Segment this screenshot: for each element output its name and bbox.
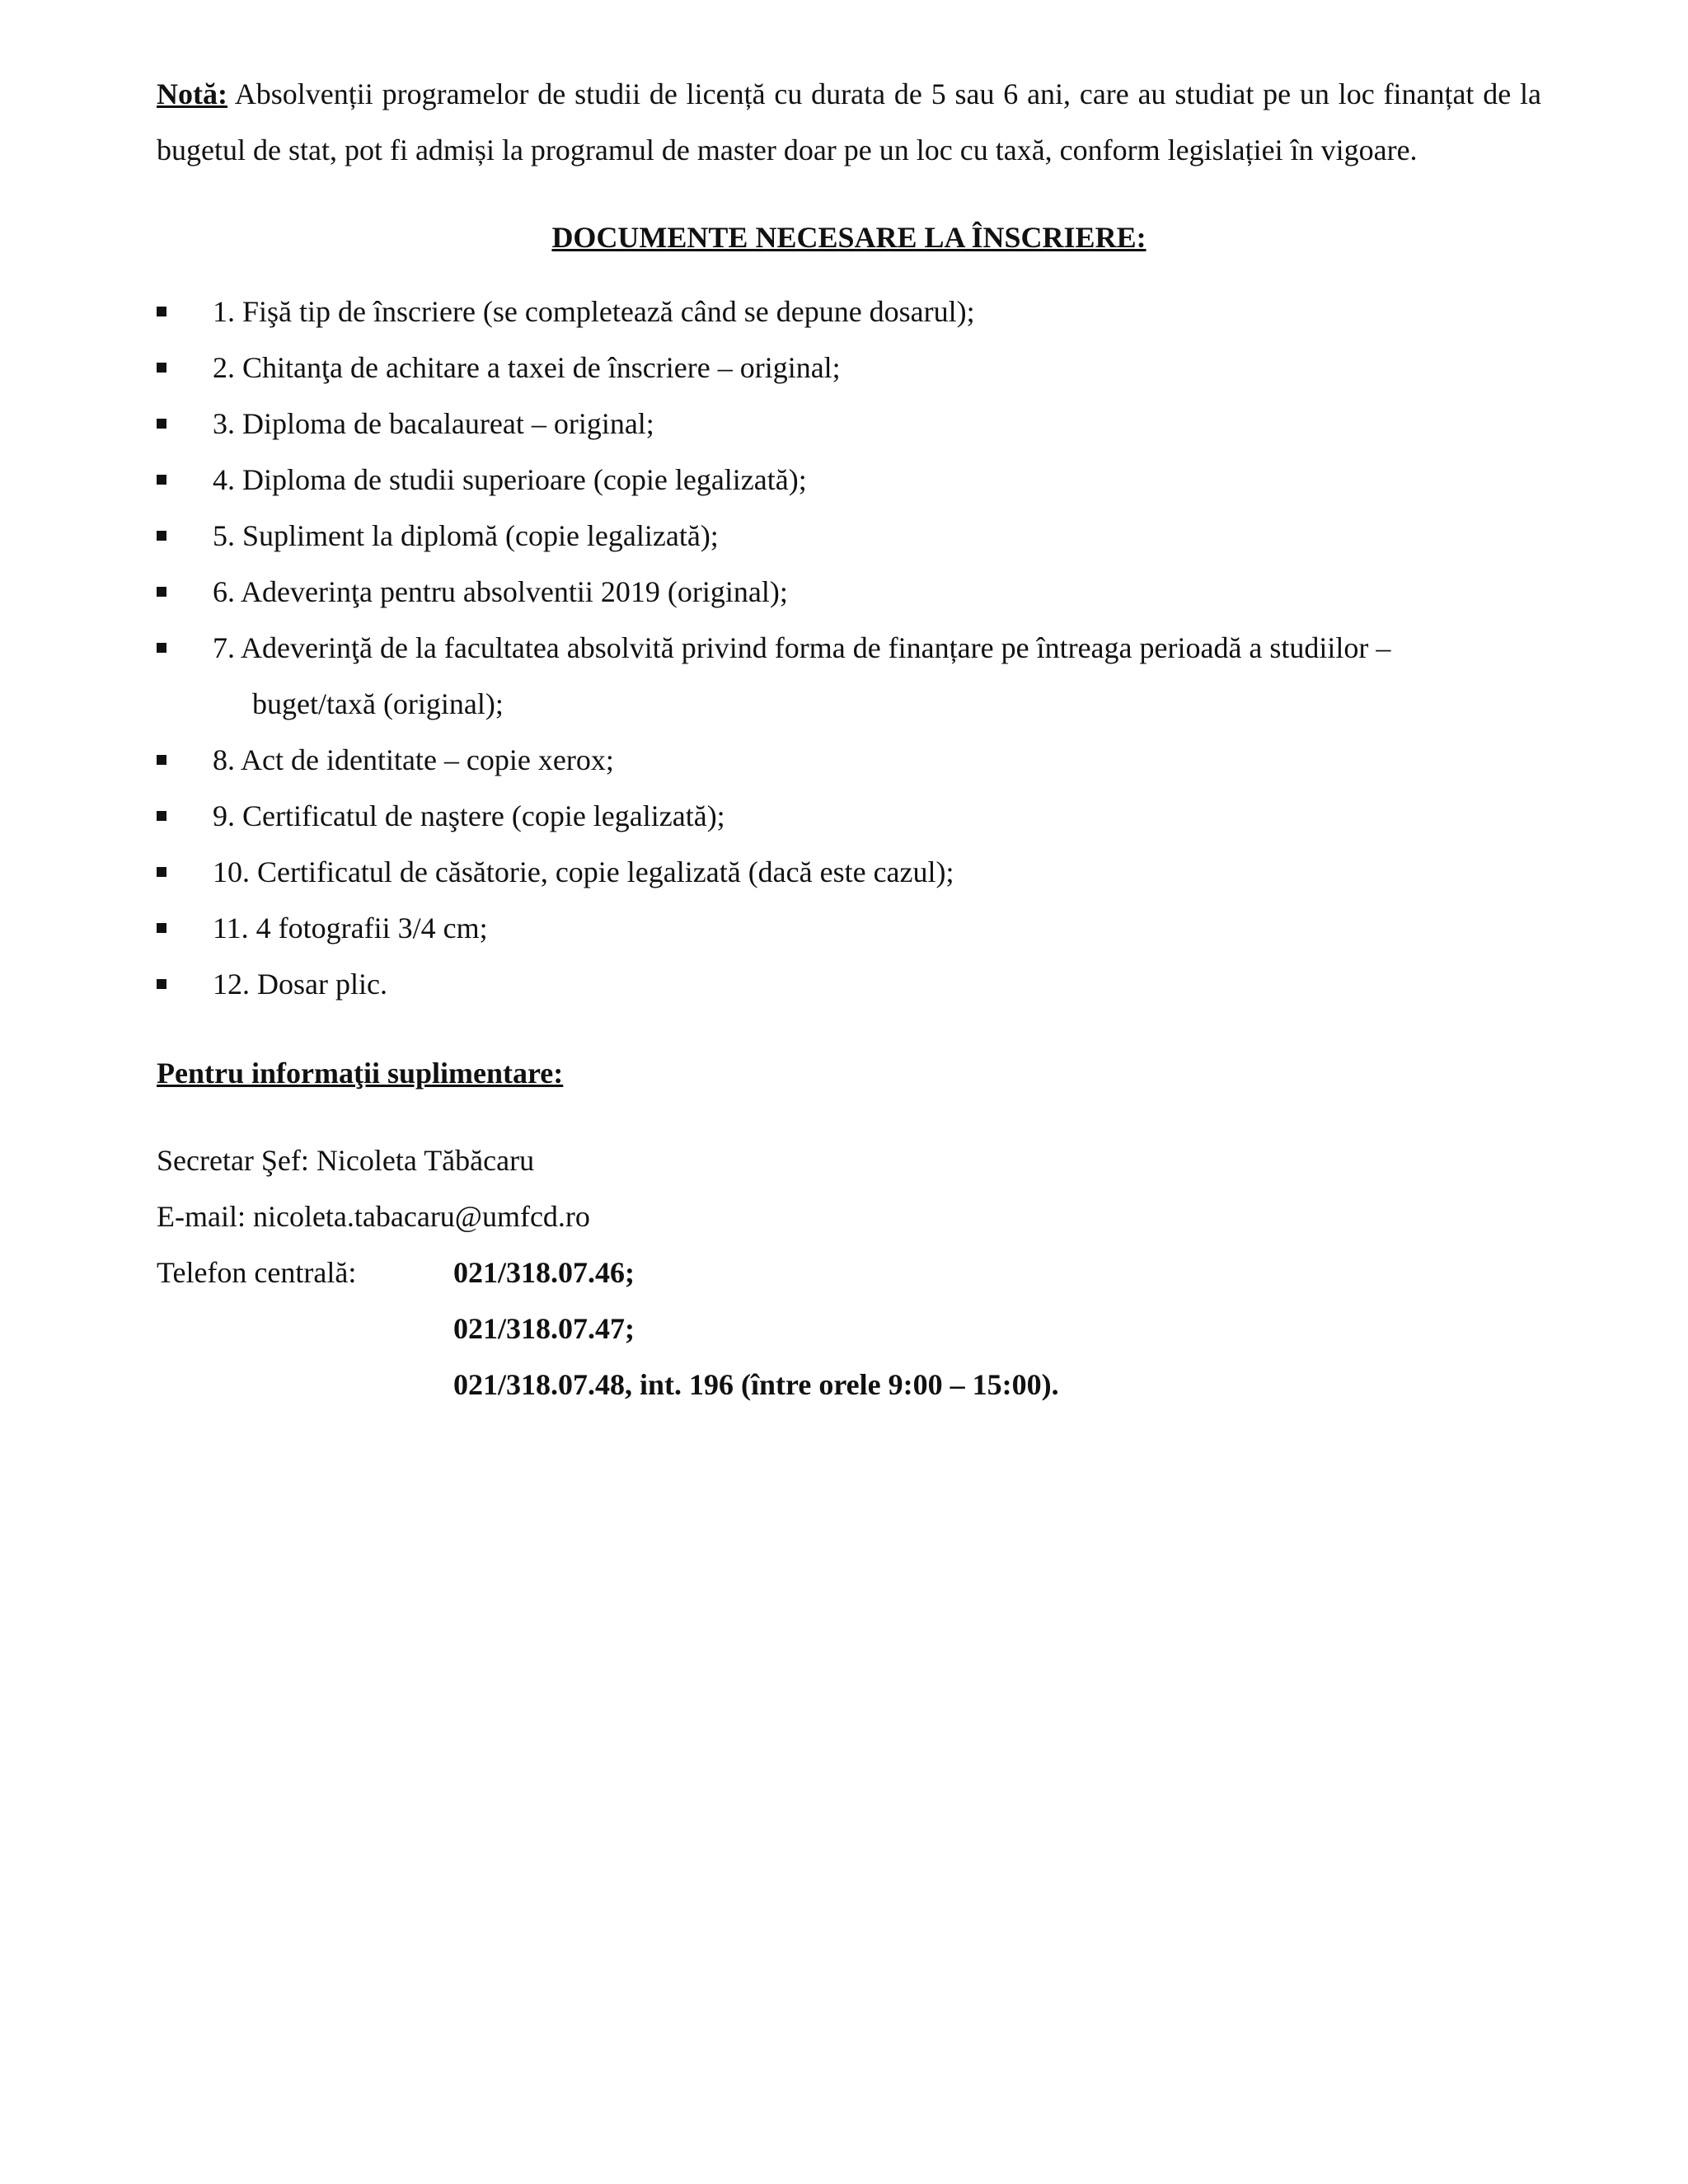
bullet-icon [157,755,166,765]
list-item [157,508,1541,564]
list-item-text: 6. Adeverinţa pentru absolventii 2019 (original); [213,575,788,608]
bullet-icon [157,307,166,316]
list-item-text: 7. Adeverinţă de la facultatea absolvită privind forma de finanțare pe întreaga perioadă a studiilor – [213,631,1391,664]
list-item-continuation: buget/taxă (original); [252,687,504,720]
bullet-icon [157,867,166,877]
list-item-text: 1. Fişă tip de înscriere (se completează când se depune dosarul); [213,295,975,328]
list-item-text: 8. Act de identitate – copie xerox; [213,743,614,776]
phone-row [157,1244,1541,1301]
bullet-icon [157,643,166,653]
list-item [157,284,1541,340]
list-item [157,956,1541,1012]
note-text: Absolvenții programelor de studii de licență cu durata de 5 sau 6 ani, care au studiat pe un loc finanțat de la bugetul de stat, pot fi admiși la programul de master doar pe un loc cu taxă, conform legislației în vigoare. [157,77,1541,166]
list-item [157,788,1541,844]
list-item-text: 3. Diploma de bacalaureat – original; [213,407,654,440]
documents-list [157,284,1541,1012]
list-item-text: 2. Chitanţa de achitare a taxei de înscriere – original; [213,351,841,384]
bullet-icon [157,531,166,541]
list-item [157,620,1541,732]
secretary-line: Secretar Şef: Nicoleta Tăbăcaru [157,1144,535,1177]
bullet-icon [157,811,166,821]
list-item-text: 5. Supliment la diplomă (copie legalizată); [213,519,719,552]
list-item-text: 11. 4 fotografii 3/4 cm; [213,912,488,944]
documents-title: DOCUMENTE NECESARE LA ÎNSCRIERE: [551,221,1146,254]
phone-row [157,1301,1541,1357]
list-item [157,452,1541,508]
list-item [157,564,1541,620]
note-label: Notă: [157,77,227,110]
list-item [157,340,1541,396]
bullet-icon [157,923,166,933]
list-item [157,844,1541,900]
phone-row [157,1357,1541,1413]
email-line: E-mail: nicoleta.tabacaru@umfcd.ro [157,1200,590,1233]
phone-number: 021/318.07.47; [453,1312,635,1345]
phone-label-spacer [157,1301,453,1357]
phone-number: 021/318.07.46; [453,1256,635,1289]
bullet-icon [157,419,166,429]
document-page [157,66,1541,1413]
phone-label-spacer [157,1357,453,1413]
info-title: Pentru informaţii suplimentare: [157,1057,564,1090]
list-item [157,396,1541,452]
note-paragraph [157,66,1541,178]
list-item-text: 10. Certificatul de căsătorie, copie legalizată (dacă este cazul); [213,855,954,888]
phone-label: Telefon centrală: [157,1256,357,1289]
bullet-icon [157,587,166,597]
list-item [157,900,1541,956]
bullet-icon [157,475,166,485]
list-item [157,732,1541,788]
list-item-text: 9. Certificatul de naştere (copie legalizată); [213,799,725,832]
bullet-icon [157,363,166,373]
bullet-icon [157,979,166,989]
phone-number: 021/318.07.48, int. 196 (între orele 9:00 – 15:00). [453,1368,1059,1401]
list-item-text: 4. Diploma de studii superioare (copie legalizată); [213,463,807,496]
list-item-text: 12. Dosar plic. [213,968,387,1001]
